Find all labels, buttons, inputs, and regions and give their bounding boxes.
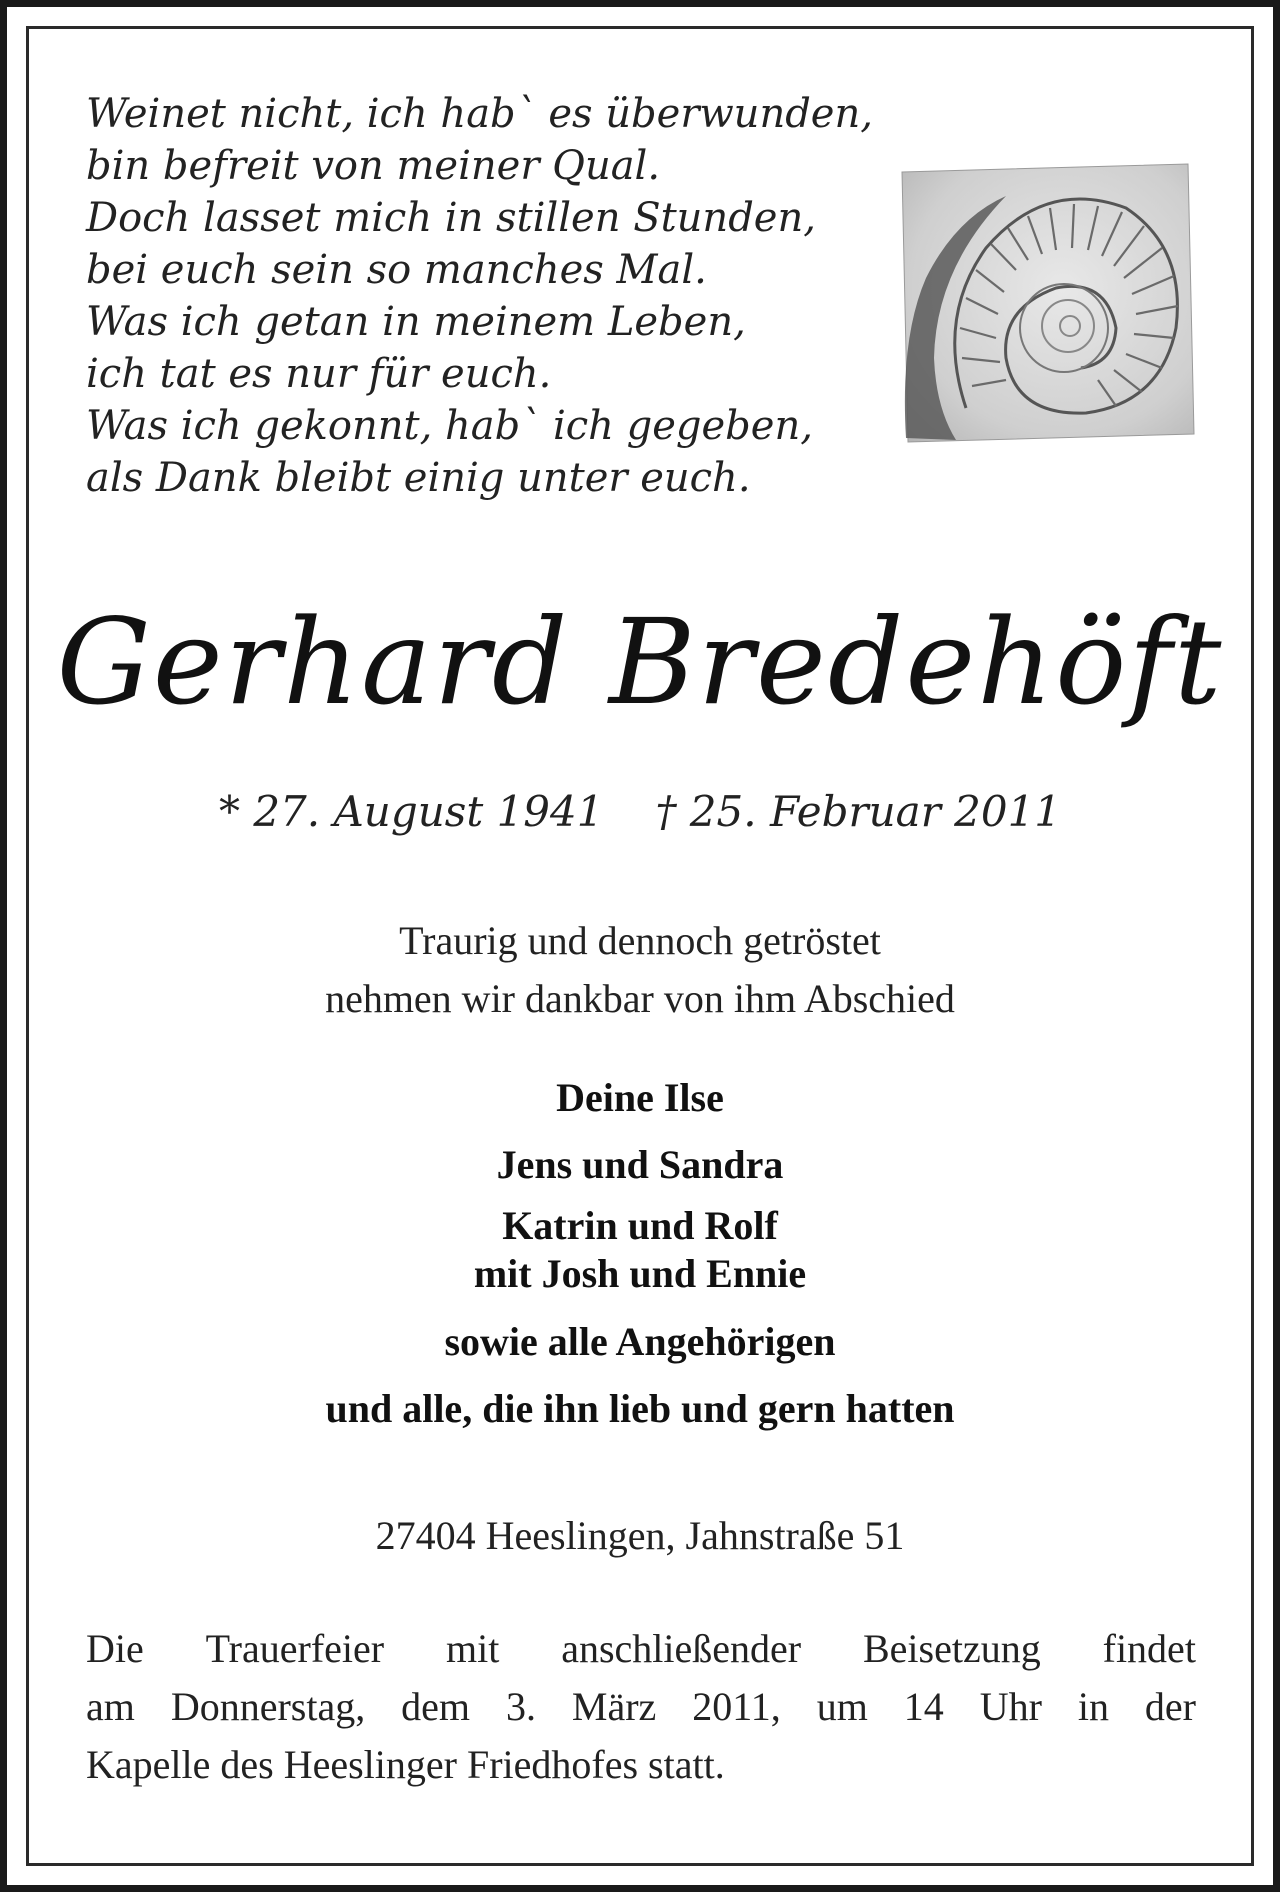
ammonite-fossil-icon (896, 158, 1198, 446)
poem-line: Was ich gekonnt, hab` ich gegeben, (86, 403, 813, 449)
word: mit (445, 1626, 500, 1671)
word: um (816, 1684, 868, 1729)
word: Uhr (979, 1684, 1042, 1729)
service-line (86, 1620, 1196, 1678)
poem-line: als Dank bleibt einig unter euch. (86, 455, 751, 501)
service-line (86, 1678, 1196, 1736)
word: März (571, 1684, 657, 1729)
poem-line: bin befreit von meiner Qual. (86, 143, 661, 189)
word: Beisetzung (863, 1626, 1041, 1671)
poem-line: Doch lasset mich in stillen Stunden, (86, 195, 816, 241)
birth-date: * 27. August 1941 (218, 787, 604, 836)
mourner-wife: Deine Ilse (556, 1075, 724, 1120)
poem (86, 88, 886, 504)
mourner-relatives: sowie alle Angehörigen (444, 1319, 836, 1364)
word: in (1077, 1684, 1109, 1729)
word: findet (1102, 1626, 1196, 1671)
poem-line: Was ich getan in meinem Leben, (86, 299, 746, 345)
mourner-child: Jens und Sandra (496, 1142, 784, 1187)
word: dem (401, 1684, 471, 1729)
word: 3. (505, 1684, 536, 1729)
deceased-name: Gerhard Bredehöft (56, 593, 1224, 731)
mourner-friends: und alle, die ihn lieb und gern hatten (325, 1386, 955, 1431)
farewell-line: nehmen wir dankbar von ihm Abschied (325, 976, 955, 1021)
funeral-service-notice (86, 1620, 1196, 1794)
word: anschließender (561, 1626, 802, 1671)
word: der (1144, 1684, 1196, 1729)
service-line: Kapelle des Heeslinger Friedhofes statt. (86, 1742, 725, 1787)
farewell-line: Traurig und dennoch getröstet (399, 918, 881, 963)
farewell-text (0, 912, 1280, 1028)
poem-line: Weinet nicht, ich hab` es überwunden, (86, 91, 873, 137)
word: Donnerstag, (170, 1684, 366, 1729)
mourner-grandchildren: mit Josh und Ennie (473, 1251, 807, 1296)
poem-line: ich tat es nur für euch. (86, 351, 552, 397)
address: 27404 Heeslingen, Jahnstraße 51 (375, 1513, 905, 1558)
word: Trauerfeier (205, 1626, 385, 1671)
word: 2011, (692, 1684, 781, 1729)
mourner-child: Katrin und Rolf (502, 1203, 778, 1248)
word: am (86, 1684, 135, 1729)
life-dates (0, 784, 1280, 840)
word: Die (86, 1626, 144, 1671)
poem-line: bei euch sein so manches Mal. (86, 247, 707, 293)
death-date: † 25. Februar 2011 (655, 787, 1062, 836)
word: 14 (903, 1684, 944, 1729)
